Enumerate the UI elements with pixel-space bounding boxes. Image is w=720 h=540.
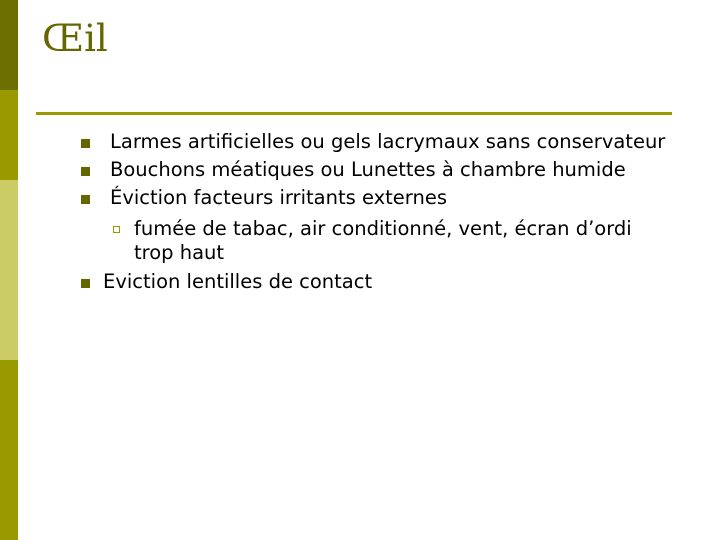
bullet-item: Éviction facteurs irritants externes <box>110 186 447 209</box>
sub-bullet-item-continuation: trop haut <box>134 241 225 264</box>
square-bullet-icon <box>81 139 90 148</box>
bullet-item: Eviction lentilles de contact <box>103 270 373 293</box>
sub-bullet-item: fumée de tabac, air conditionné, vent, écran d’ordi <box>134 217 632 240</box>
square-bullet-icon <box>81 195 90 204</box>
bullet-item: Bouchons méatiques ou Lunettes à chambre humide <box>110 158 626 181</box>
square-bullet-icon <box>81 279 90 288</box>
bullet-item: Larmes artificielles ou gels lacrymaux sans conservateur <box>110 130 666 153</box>
square-bullet-icon <box>81 167 90 176</box>
slide-title: Œil <box>42 17 108 60</box>
hollow-square-bullet-icon <box>113 226 120 233</box>
